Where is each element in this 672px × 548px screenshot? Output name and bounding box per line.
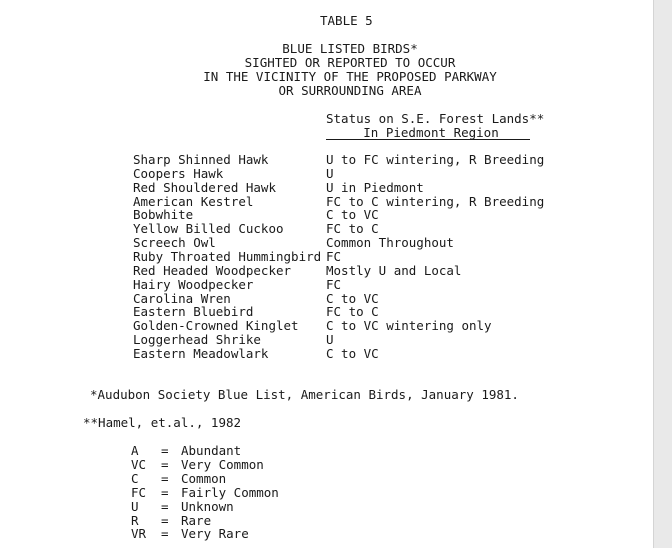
bird-name: Hairy Woodpecker [133,276,254,292]
bird-status: U in Piedmont [326,179,424,195]
title-line: SIGHTED OR REPORTED TO OCCUR [244,55,456,70]
table-row [133,264,553,278]
legend-item [131,514,331,528]
legend-code: R [131,512,139,528]
table-row [133,167,553,181]
legend-equals: = [161,512,169,528]
table-row [133,181,553,195]
bird-name: Red Shouldered Hawk [133,179,276,195]
scrollbar-track[interactable] [653,0,672,548]
legend-code: VC [131,456,147,472]
legend-item [131,458,331,472]
legend-equals: = [161,484,169,500]
legend-meaning: Common [181,470,227,486]
bird-name: Eastern Bluebird [133,304,254,320]
bird-name: Golden-Crowned Kinglet [133,318,299,334]
legend-equals: = [161,526,169,542]
legend-equals: = [161,456,169,472]
status-column-header [326,111,545,140]
bird-status: Mostly U and Local [326,262,462,278]
bird-name: Screech Owl [133,235,216,251]
bird-status: U [326,165,334,181]
legend-meaning: Abundant [181,443,242,458]
legend-code: U [131,498,139,514]
status-header-line1: Status on S.E. Forest Lands** [326,111,545,126]
footnote-audubon: *Audubon Society Blue List, American Birds, January 1981. [90,387,519,402]
bird-status: FC to C [326,304,379,320]
legend-code: VR [131,526,147,542]
bird-status: C to VC wintering only [326,318,492,334]
bird-status: U to FC wintering, R Breeding [326,152,545,167]
bird-name: Bobwhite [133,207,194,223]
legend-item [131,472,331,486]
table-row [133,153,553,167]
bird-name: Eastern Meadowlark [133,345,269,361]
bird-name: American Kestrel [133,193,254,209]
bird-name: Red Headed Woodpecker [133,262,292,278]
bird-status: FC [326,248,342,264]
legend-item [131,500,331,514]
table-row [133,278,553,292]
table-label: TABLE 5 [320,13,373,28]
footnote-hamel: **Hamel, et.al., 1982 [83,415,242,430]
legend-code: FC [131,484,147,500]
table-row [133,333,553,347]
bird-status: FC to C wintering, R Breeding [326,193,545,209]
title-line: OR SURROUNDING AREA [278,83,422,98]
bird-status: FC to C [326,221,379,237]
title-line: BLUE LISTED BIRDS* [282,41,418,56]
legend-equals: = [161,498,169,514]
status-header-line2: In Piedmont Region [363,125,499,140]
legend-item [131,444,331,458]
table-row [133,250,553,264]
legend-meaning: Rare [181,512,212,528]
bird-status: Common Throughout [326,235,454,251]
bird-name: Ruby Throated Hummingbird [133,248,322,264]
legend-equals: = [161,470,169,486]
bird-status: C to VC [326,207,379,223]
legend-equals: = [161,443,169,458]
bird-status: U [326,332,334,348]
legend-meaning: Very Rare [181,526,249,542]
bird-name: Loggerhead Shrike [133,332,261,348]
bird-name: Yellow Billed Cuckoo [133,221,284,237]
table-title [200,42,500,98]
legend-item [131,486,331,500]
legend-code: C [131,470,139,486]
table-row [133,347,553,361]
bird-name: Coopers Hawk [133,165,224,181]
bird-status: C to VC [326,345,379,361]
bird-name: Sharp Shinned Hawk [133,152,269,167]
bird-status: FC [326,276,342,292]
legend-meaning: Fairly Common [181,484,279,500]
legend-meaning: Unknown [181,498,234,514]
legend-item [131,527,331,541]
header-underline [326,139,530,140]
legend-meaning: Very Common [181,456,264,472]
bird-status: C to VC [326,290,379,306]
legend-code: A [131,443,139,458]
table-row [133,236,553,250]
title-line: IN THE VICINITY OF THE PROPOSED PARKWAY [203,69,497,84]
bird-name: Carolina Wren [133,290,231,306]
